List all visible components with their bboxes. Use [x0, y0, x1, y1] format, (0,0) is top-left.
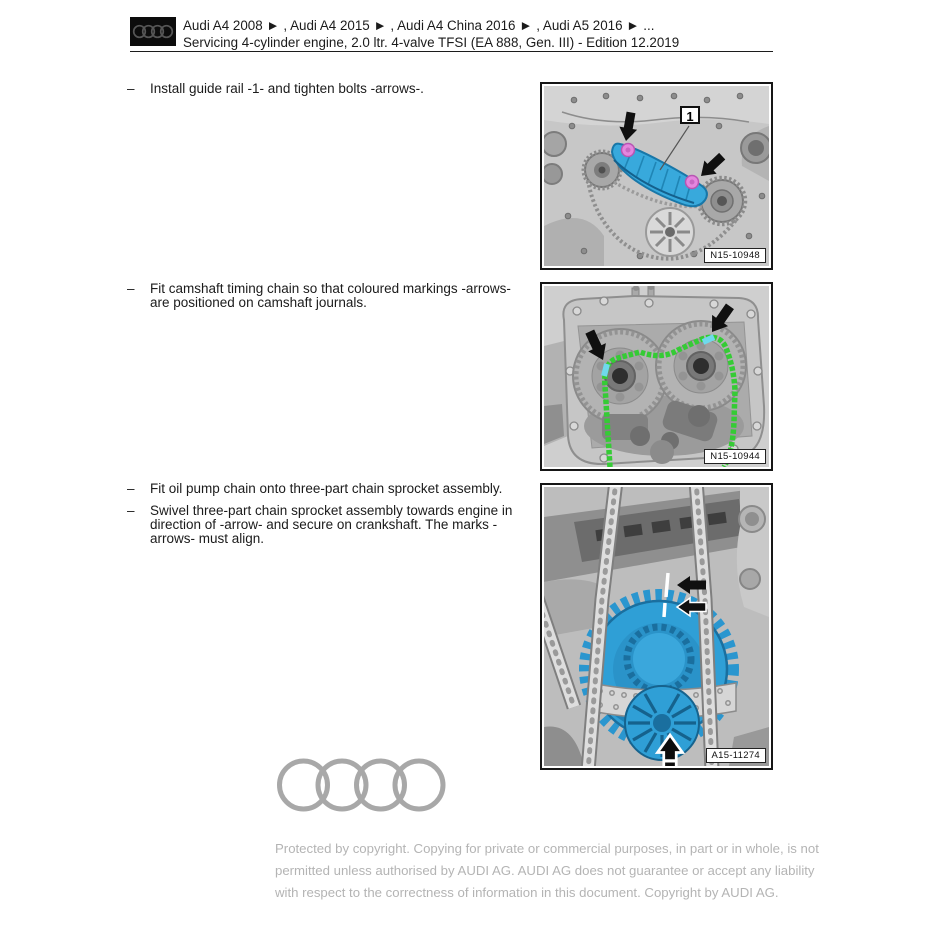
page-header	[183, 18, 679, 51]
header-divider	[130, 51, 773, 52]
audi-logo-header	[130, 17, 176, 46]
alignment-mark	[666, 573, 668, 597]
oil-pump-chain-sprocket-illustration	[544, 487, 769, 766]
camshaft-timing-chain-illustration	[544, 286, 769, 467]
copyright-line: with respect to the correctness of information in this document. Copyright by AUDI AG.	[275, 884, 779, 900]
copyright-notice	[275, 838, 835, 903]
bolt-marker	[622, 144, 635, 157]
copyright-line: Protected by copyright. Copying for private or commercial purposes, in part or in whole, is not	[275, 841, 819, 856]
instruction-text: Install guide rail -1- and tighten bolts -arrows-.	[150, 81, 424, 96]
instruction-text: Fit oil pump chain onto three-part chain sprocket assembly.	[150, 481, 503, 496]
figure-code-label: N15-10944	[704, 449, 766, 464]
coloured-marking	[604, 364, 607, 376]
audi-rings-logo-icon	[130, 17, 176, 46]
crankshaft-fan	[646, 208, 694, 256]
bullet-dash: –	[127, 81, 135, 96]
copyright-line: permitted unless authorised by AUDI AG. AUDI AG does not guarantee or accept any liability	[275, 862, 815, 878]
right-camshaft-sprocket	[656, 321, 746, 411]
instruction-item	[127, 482, 529, 496]
guide-rail-illustration	[544, 86, 769, 266]
figure-oil-pump-sprocket	[540, 483, 773, 770]
instruction-text: Fit camshaft timing chain so that coloured markings -arrows- are positioned on camshaft journals.	[150, 281, 511, 310]
figure-code-label: N15-10948	[704, 248, 766, 263]
callout-1-box: 1	[680, 106, 700, 124]
bullet-dash: –	[127, 503, 135, 518]
figure-code-label: A15-11274	[706, 748, 766, 763]
figure-guide-rail	[540, 82, 773, 270]
header-line-models: Audi A4 2008 ► , Audi A4 2015 ► , Audi A4 China 2016 ► , Audi A5 2016 ► ...	[183, 18, 655, 33]
alignment-mark	[664, 603, 665, 617]
figure-camshaft-chain	[540, 282, 773, 471]
instruction-text: Swivel three-part chain sprocket assembly towards engine in direction of -arrow- and secure on crankshaft. The marks -arrows- must align.	[150, 503, 513, 546]
header-line-title: Servicing 4-cylinder engine, 2.0 ltr. 4-valve TFSI (EA 888, Gen. III) - Edition 12.2019	[183, 34, 680, 50]
instruction-item	[127, 282, 529, 310]
instruction-item	[127, 82, 529, 96]
bullet-dash: –	[127, 481, 135, 496]
left-camshaft-sprocket	[573, 329, 667, 423]
audi-rings-icon	[277, 758, 446, 812]
bolt-marker	[686, 176, 699, 189]
audi-rings-watermark	[277, 758, 446, 812]
instruction-item	[127, 504, 529, 546]
bullet-dash: –	[127, 281, 135, 296]
